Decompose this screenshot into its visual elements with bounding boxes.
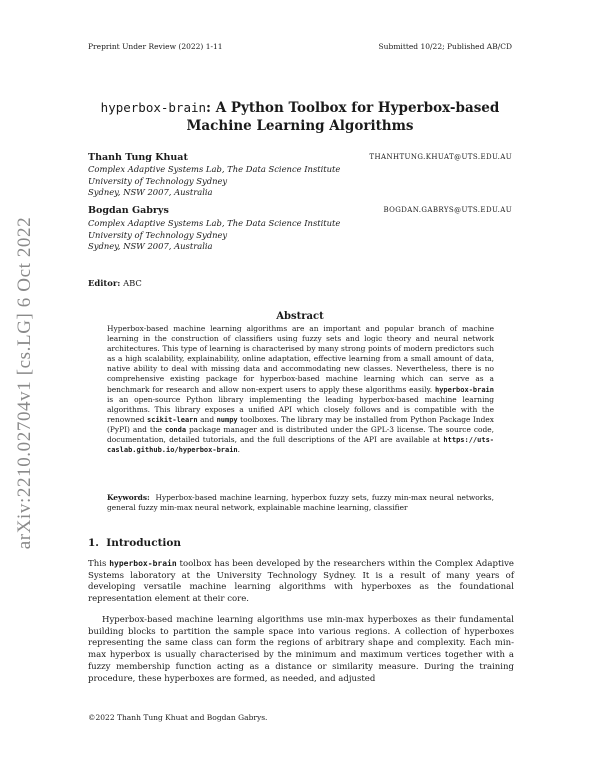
- abstract-url-link[interactable]: https://uts-caslab.github.io/hyperbox-brain: [107, 436, 494, 455]
- abstract-text: package manager and is distributed under the GPL-3 license. The source code, documentation, detailed tutorials, and the full descriptions of the API are available at: [107, 424, 494, 445]
- title-line1: : A Python Toolbox for Hyperbox-based: [206, 100, 500, 116]
- abstract-code: conda: [164, 425, 187, 434]
- abstract-code: scikit-learn: [147, 415, 198, 424]
- abstract-code: hyperbox-brain: [434, 385, 494, 394]
- paper-title: [60, 99, 540, 135]
- section-number: 1.: [88, 537, 99, 549]
- running-header-right: Submitted 10/22; Published AB/CD: [378, 42, 512, 51]
- running-header-left: Preprint Under Review (2022) 1-11: [88, 42, 223, 51]
- abstract-text: .: [237, 445, 241, 455]
- editor-line: [88, 278, 142, 288]
- author-name: Thanh Tung Khuat: [88, 152, 188, 163]
- abstract-text: Hyperbox-based machine learning algorithms are an important and popular branch of machine learning in the construction of classifiers using fuzzy sets and logic theory and neural network architectures. This type of learning is characterised by many strong points of modern predictors such as a high scalability, explainability, online adaptation, effective learning from a small amount of data, native ability to deal with missing data and accommodating new classes. Nevertheless, there is no comprehensive existing package for hyperbox-based machine learning which can serve as a benchmark for research and allow non-expert users to apply these algorithms easily.: [107, 324, 494, 394]
- arxiv-stamp: arXiv:2210.02704v1 [cs.LG] 6 Oct 2022: [14, 216, 35, 550]
- author-affiliation: [88, 218, 340, 253]
- intro-paragraph-2: Hyperbox-based machine learning algorithms use min-max hyperboxes as their fundamental building blocks to partition the sample space into various regions. A collection of hyperboxes representing the same class can form the regions of arbitrary shape and complexity. Each min-max hyperbox is usually characterised by the minimum and maximum vertices together with a fuzzy membership function acting as a distance or similarity measure. During the training procedure, these hyperboxes are formed, as needed, and adjusted: [88, 615, 514, 684]
- abstract-text: and: [197, 414, 217, 424]
- author-email[interactable]: THANHTUNG.KHUAT@UTS.EDU.AU: [369, 153, 512, 161]
- editor-label: Editor:: [88, 278, 121, 288]
- author-name: Bogdan Gabrys: [88, 205, 169, 216]
- abstract-heading: Abstract: [276, 311, 324, 322]
- section-title: Introduction: [106, 537, 182, 549]
- section-heading: [88, 537, 181, 549]
- affiliation-line: Sydney, NSW 2007, Australia: [88, 241, 213, 252]
- abstract-text: toolboxes. The library may be installed from Python Package Index (PyPI) and the: [107, 414, 494, 434]
- intro-paragraph-1: [88, 558, 514, 606]
- affiliation-line: University of Technology Sydney: [88, 175, 228, 186]
- author-email[interactable]: BOGDAN.GABRYS@UTS.EDU.AU: [383, 206, 512, 214]
- body-text: This: [88, 559, 110, 569]
- abstract-body: [107, 324, 494, 455]
- body-code: hyperbox-brain: [109, 559, 177, 568]
- keywords-label: Keywords:: [107, 493, 150, 502]
- author-affiliation: [88, 164, 340, 199]
- title-line2: Machine Learning Algorithms: [186, 118, 414, 134]
- body-text: toolbox has been developed by the researchers within the Complex Adaptive Systems laboratory at the University Technology Sydney. It is a result of many years of developing versatile machine learning algorithms with hyperboxes as the foundational representation element at their core.: [88, 559, 514, 605]
- affiliation-line: University of Technology Sydney: [88, 229, 228, 240]
- abstract-code: numpy: [216, 415, 238, 424]
- affiliation-line: Complex Adaptive Systems Lab, The Data Science Institute: [88, 164, 341, 174]
- affiliation-line: Sydney, NSW 2007, Australia: [88, 187, 213, 198]
- affiliation-line: Complex Adaptive Systems Lab, The Data Science Institute: [88, 218, 341, 228]
- title-package-name: hyperbox-brain: [100, 100, 207, 115]
- copyright-footer: ©2022 Thanh Tung Khuat and Bogdan Gabrys.: [88, 713, 268, 722]
- editor-value: ABC: [123, 278, 142, 288]
- abstract-text: is an open-source Python library implementing the leading hyperbox-based machine learning algorithms. This library exposes a unified API which closely follows and is compatible with the renowned: [107, 394, 494, 424]
- keywords-text: Hyperbox-based machine learning, hyperbox fuzzy sets, fuzzy min-max neural networks, general fuzzy min-max neural network, explainable machine learning, classifier: [107, 493, 494, 513]
- keywords: [107, 493, 494, 513]
